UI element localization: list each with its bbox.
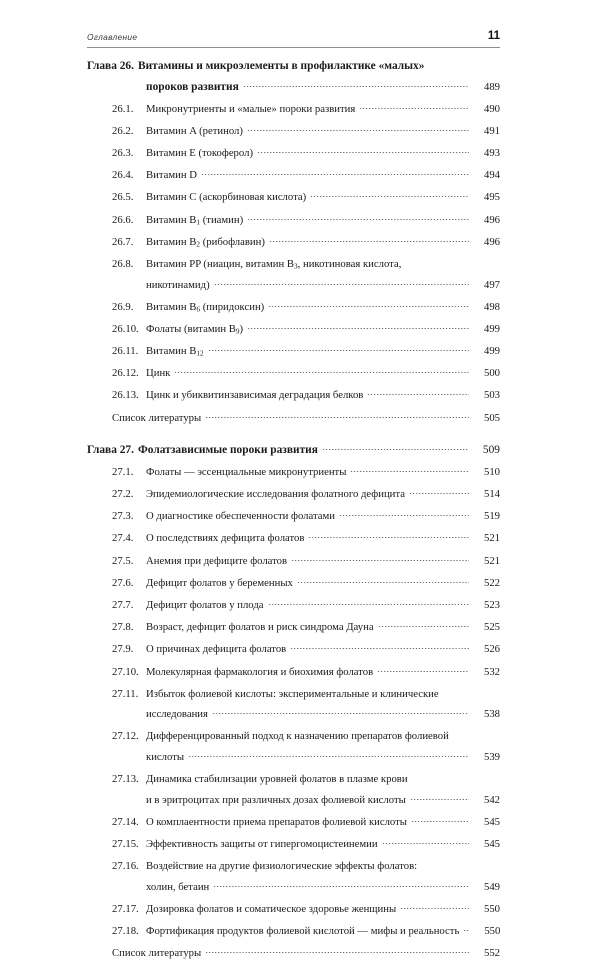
toc-entry-number: 27.11. bbox=[112, 687, 139, 700]
toc-entry-title: Витамин D bbox=[146, 169, 197, 182]
toc-leader-dots bbox=[247, 207, 469, 223]
toc-leader-dots bbox=[297, 570, 469, 586]
toc-leader-dots bbox=[359, 96, 469, 112]
toc-entry-page-number: 549 bbox=[483, 880, 500, 893]
toc-entry-number: 26.2. bbox=[112, 124, 134, 137]
toc-entry-number: 27.15. bbox=[112, 837, 139, 850]
toc-leader-dots bbox=[463, 918, 469, 934]
toc-entry-number: 26.8. bbox=[112, 258, 134, 270]
toc-section-entry[interactable] bbox=[87, 360, 500, 379]
toc-leader-dots bbox=[174, 360, 469, 376]
toc-entry-number: 27.13. bbox=[112, 773, 139, 786]
toc-entry-title: Дифференцированный подход к назначению препаратов фолиевой bbox=[146, 730, 449, 743]
toc-leader-dots bbox=[268, 294, 469, 310]
toc-entry-title: Воздействие на другие физиологические эффекты фолатов: bbox=[146, 860, 418, 873]
toc-entry-page-number: 545 bbox=[483, 837, 500, 850]
toc-section-entry[interactable] bbox=[87, 140, 500, 159]
toc-entry-number: 26.11. bbox=[112, 345, 139, 358]
toc-entry-title: Витамин PP (ниацин, витамин $B_3$, никотиновая кислота, bbox=[146, 258, 402, 271]
toc-section-entry-continuation[interactable] bbox=[87, 701, 500, 720]
toc-leader-dots bbox=[409, 481, 469, 497]
toc-entry-page-number: 496 bbox=[483, 213, 500, 226]
toc-leader-dots bbox=[268, 592, 469, 608]
toc-entry-page-number: 545 bbox=[483, 815, 500, 828]
toc-entry-page-number: 510 bbox=[483, 465, 500, 478]
toc-section-entry-continuation[interactable] bbox=[87, 272, 500, 291]
toc-entry-number: 27.9. bbox=[112, 643, 134, 656]
toc-entry-number: 27.6. bbox=[112, 576, 134, 589]
toc-entry-number: 27.18. bbox=[112, 925, 139, 937]
toc-entry-number: 27.16. bbox=[112, 860, 139, 873]
toc-entry-page-number: 499 bbox=[483, 322, 500, 335]
toc-entry-page-number: 500 bbox=[483, 367, 500, 380]
toc-entry-page-number: 496 bbox=[483, 235, 500, 248]
toc-entry-page-number: 494 bbox=[483, 169, 500, 182]
toc-entry-page-number: 503 bbox=[483, 389, 500, 402]
toc-section-entry[interactable] bbox=[87, 918, 500, 937]
toc-entry-page-number: 542 bbox=[483, 793, 500, 806]
toc-leader-dots bbox=[378, 614, 469, 630]
toc-entry-title: Динамика стабилизации уровней фолатов в плазме крови bbox=[146, 773, 408, 786]
toc-leader-dots bbox=[290, 636, 469, 652]
toc-chapter-entry[interactable] bbox=[87, 53, 500, 72]
toc-leader-dots bbox=[382, 831, 469, 847]
toc-section-entry[interactable] bbox=[87, 338, 500, 357]
toc-section-entry[interactable] bbox=[87, 481, 500, 500]
toc-entry-title: О диагностике обеспеченности фолатами bbox=[146, 510, 335, 523]
toc-entry-page-number: 532 bbox=[483, 665, 500, 678]
toc-entry-title: никотинамид) bbox=[146, 278, 210, 291]
toc-entry-page-number: 521 bbox=[483, 554, 500, 567]
toc-leader-dots bbox=[213, 874, 469, 890]
toc-entry-page-number: 495 bbox=[483, 191, 500, 204]
toc-entry-page-number: 490 bbox=[483, 102, 500, 115]
toc-section-entry[interactable] bbox=[87, 294, 500, 313]
toc-section-entry[interactable] bbox=[87, 636, 500, 655]
toc-entry-page-number: 493 bbox=[483, 147, 500, 160]
toc-leader-dots bbox=[247, 118, 469, 134]
toc-leader-dots bbox=[205, 405, 469, 421]
toc-entry-title: Витамины и микроэлементы в профилактике «малых» bbox=[137, 60, 425, 72]
toc-entry-page-number: 519 bbox=[483, 510, 500, 523]
toc-entry-number: 26.5. bbox=[112, 191, 134, 204]
toc-leader-dots bbox=[322, 437, 469, 453]
page-number: 11 bbox=[487, 30, 500, 42]
toc-entry-title: О последствиях дефицита фолатов bbox=[146, 532, 305, 545]
toc-leader-dots bbox=[421, 853, 469, 869]
toc-entry-number: Глава 27. bbox=[87, 443, 134, 456]
toc-entry-number: 26.4. bbox=[112, 169, 134, 182]
toc-section-entry[interactable] bbox=[87, 723, 500, 742]
toc-section-entry-continuation[interactable] bbox=[87, 744, 500, 763]
toc-leader-dots bbox=[339, 503, 469, 519]
toc-entry-title: Витамин E (токоферол) bbox=[146, 147, 253, 160]
toc-entry-number: 27.5. bbox=[112, 554, 134, 567]
toc-references-entry[interactable] bbox=[87, 405, 500, 424]
toc-entry-title: исследования bbox=[146, 708, 208, 721]
toc-entry-title: Витамин $B_{12}$ bbox=[146, 345, 204, 358]
toc-leader-dots bbox=[412, 766, 469, 782]
toc-entry-number: 27.8. bbox=[112, 621, 134, 634]
toc-entry-page-number: 552 bbox=[483, 947, 500, 959]
header-divider bbox=[87, 47, 500, 48]
toc-leader-dots bbox=[350, 459, 469, 475]
toc-section-entry[interactable] bbox=[87, 809, 500, 828]
toc-entry-number: 26.9. bbox=[112, 300, 134, 313]
toc-leader-dots bbox=[400, 896, 469, 912]
toc-section-entry[interactable] bbox=[87, 831, 500, 850]
toc-entry-number: 27.2. bbox=[112, 488, 134, 500]
toc-entry-title: Микронутриенты и «малые» пороки развития bbox=[146, 102, 356, 115]
toc-section-entry-continuation[interactable] bbox=[87, 787, 500, 806]
toc-entry-number: 26.12. bbox=[112, 367, 139, 380]
toc-entry-title: Витамин $B_2$ (рибофлавин) bbox=[146, 235, 265, 249]
toc-entry-page-number: 498 bbox=[483, 300, 500, 313]
toc-entry-number: 27.3. bbox=[112, 510, 134, 523]
toc-leader-dots bbox=[257, 140, 469, 156]
toc-entry-number: 27.10. bbox=[112, 665, 139, 678]
toc-section-entry[interactable] bbox=[87, 207, 500, 226]
toc-section-entry[interactable] bbox=[87, 229, 500, 248]
toc-section-entry[interactable] bbox=[87, 659, 500, 678]
toc-leader-dots bbox=[247, 316, 469, 332]
toc-entry-number: 26.10. bbox=[112, 322, 139, 335]
toc-leader-dots bbox=[428, 53, 469, 69]
toc-entry-title: холин, бетаин bbox=[146, 880, 210, 893]
toc-entry-title: Избыток фолиевой кислоты: экспериментальные и клинические bbox=[146, 687, 439, 700]
toc-entry-page-number: 491 bbox=[483, 124, 500, 137]
toc-entry-title: Возраст, дефицит фолатов и риск синдрома Дауна bbox=[146, 621, 374, 634]
table-of-contents bbox=[87, 53, 500, 959]
running-head-title: Оглавление bbox=[87, 32, 138, 42]
toc-entry-number: 27.7. bbox=[112, 598, 134, 611]
toc-section-entry[interactable] bbox=[87, 162, 500, 181]
toc-leader-dots bbox=[411, 809, 469, 825]
running-head bbox=[87, 32, 500, 52]
toc-entry-title: Цинк и убиквитинзависимая деградация белков bbox=[146, 389, 364, 402]
toc-entry-page-number: 514 bbox=[483, 488, 500, 500]
toc-leader-dots bbox=[201, 162, 469, 178]
toc-section-entry[interactable] bbox=[87, 570, 500, 589]
toc-entry-title: пороков развития bbox=[146, 80, 239, 93]
toc-entry-title: кислоты bbox=[146, 750, 185, 763]
toc-section-entry[interactable] bbox=[87, 118, 500, 137]
toc-leader-dots bbox=[208, 338, 469, 354]
toc-entry-title: Фолаты (витамин $B_9$) bbox=[146, 322, 244, 336]
toc-section-entry[interactable] bbox=[87, 548, 500, 567]
toc-entry-page-number: 539 bbox=[483, 750, 500, 763]
toc-entry-number: 26.7. bbox=[112, 235, 134, 248]
toc-entry-title: Дефицит фолатов у беременных bbox=[146, 576, 293, 589]
toc-entry-title: Молекулярная фармакология и биохимия фолатов bbox=[146, 665, 374, 678]
toc-entry-page-number: 526 bbox=[483, 643, 500, 656]
toc-section-entry[interactable] bbox=[87, 592, 500, 611]
toc-leader-dots bbox=[212, 701, 469, 717]
toc-chapter-entry-continuation[interactable] bbox=[87, 74, 500, 93]
toc-leader-dots bbox=[377, 659, 469, 675]
toc-entry-page-number: 521 bbox=[483, 532, 500, 545]
toc-entry-page-number: 505 bbox=[483, 411, 500, 424]
toc-entry-title: Витамин C (аскорбиновая кислота) bbox=[146, 191, 307, 204]
toc-entry-page-number: 523 bbox=[483, 598, 500, 611]
toc-entry-number: 26.6. bbox=[112, 213, 134, 226]
toc-section-entry[interactable] bbox=[87, 459, 500, 478]
toc-leader-dots bbox=[310, 184, 469, 200]
toc-leader-dots bbox=[269, 229, 469, 245]
toc-entry-title: Цинк bbox=[146, 367, 171, 380]
toc-entry-title: Дозировка фолатов и соматическое здоровье женщины bbox=[146, 902, 397, 915]
toc-entry-page-number: 550 bbox=[483, 902, 500, 915]
toc-leader-dots bbox=[410, 787, 469, 803]
toc-entry-title: Дефицит фолатов у плода bbox=[146, 598, 264, 611]
toc-section-entry[interactable] bbox=[87, 251, 500, 270]
toc-section-entry[interactable] bbox=[87, 896, 500, 915]
toc-entry-title: Эффективность защиты от гипергомоцистеинемии bbox=[146, 837, 378, 850]
toc-leader-dots bbox=[291, 548, 469, 564]
toc-leader-dots bbox=[367, 382, 469, 398]
toc-entry-title: О комплаентности приема препаратов фолиевой кислоты bbox=[146, 815, 407, 828]
toc-leader-dots bbox=[405, 251, 469, 267]
toc-leader-dots bbox=[205, 940, 469, 956]
toc-entry-title: и в эритроцитах при различных дозах фолиевой кислоты bbox=[146, 793, 406, 806]
toc-section-entry[interactable] bbox=[87, 681, 500, 700]
toc-section-entry[interactable] bbox=[87, 316, 500, 335]
toc-section-entry[interactable] bbox=[87, 96, 500, 115]
toc-entry-title: Анемия при дефиците фолатов bbox=[146, 554, 288, 567]
toc-entry-number: 26.13. bbox=[112, 389, 139, 402]
toc-entry-page-number: 550 bbox=[484, 925, 501, 937]
toc-section-entry-continuation[interactable] bbox=[87, 874, 500, 893]
toc-leader-dots bbox=[188, 744, 469, 760]
toc-entry-number: 27.1. bbox=[112, 465, 134, 478]
toc-entry-page-number: 538 bbox=[483, 708, 500, 721]
toc-entry-title: Список литературы bbox=[112, 947, 202, 959]
toc-entry-title: Витамин $B_6$ (пиридоксин) bbox=[146, 300, 265, 314]
toc-entry-title: Фолаты — эссенциальные микронутриенты bbox=[146, 465, 347, 478]
toc-entry-page-number: 489 bbox=[483, 80, 500, 93]
toc-section-entry[interactable] bbox=[87, 766, 500, 785]
toc-entry-title: Фортификация продуктов фолиевой кислотой — мифы и реальность bbox=[146, 925, 460, 937]
toc-section-entry[interactable] bbox=[87, 614, 500, 633]
toc-entry-title: Витамин $B_1$ (тиамин) bbox=[146, 213, 244, 227]
toc-section-entry[interactable] bbox=[87, 853, 500, 872]
toc-entry-title: Эпидемиологические исследования фолатного дефицита bbox=[146, 488, 405, 500]
toc-entry-number: 26.1. bbox=[112, 102, 134, 115]
toc-section-entry[interactable] bbox=[87, 184, 500, 203]
toc-leader-dots bbox=[243, 74, 469, 90]
toc-section-entry[interactable] bbox=[87, 525, 500, 544]
toc-leader-dots bbox=[443, 681, 469, 697]
toc-entry-number: Глава 26. bbox=[87, 60, 134, 72]
toc-entry-title: Витамин A (ретинол) bbox=[146, 124, 243, 137]
toc-entry-page-number: 497 bbox=[483, 278, 500, 291]
toc-entry-page-number: 522 bbox=[483, 576, 500, 589]
toc-entry-number: 27.12. bbox=[112, 730, 139, 743]
toc-section-entry[interactable] bbox=[87, 503, 500, 522]
toc-leader-dots bbox=[308, 525, 469, 541]
toc-entry-number: 27.14. bbox=[112, 815, 139, 828]
toc-chapter-entry[interactable] bbox=[87, 437, 500, 456]
toc-entry-title: Фолатзависимые пороки развития bbox=[137, 443, 318, 456]
toc-entry-page-number: 499 bbox=[483, 345, 500, 358]
toc-entry-title: О причинах дефицита фолатов bbox=[146, 643, 287, 656]
toc-leader-dots bbox=[453, 723, 469, 739]
toc-entry-number: 27.17. bbox=[112, 902, 139, 915]
toc-entry-page-number: 509 bbox=[482, 443, 500, 456]
toc-section-entry[interactable] bbox=[87, 382, 500, 401]
toc-entry-number: 26.3. bbox=[112, 147, 134, 160]
toc-leader-dots bbox=[214, 272, 469, 288]
toc-references-entry[interactable] bbox=[87, 940, 500, 959]
toc-entry-page-number: 525 bbox=[483, 621, 500, 634]
toc-entry-number: 27.4. bbox=[112, 532, 134, 545]
toc-entry-title: Список литературы bbox=[112, 411, 202, 424]
